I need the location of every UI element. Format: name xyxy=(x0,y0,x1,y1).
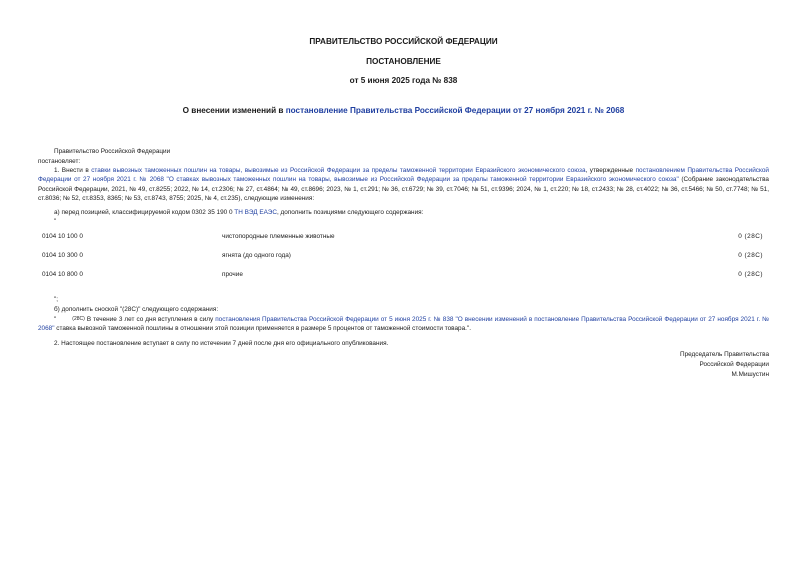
signature-title-1: Председатель Правительства xyxy=(680,351,769,358)
item-2-paragraph: 2. Настоящее постановление вступает в силу по истечении 7 дней после дня его официального опубликования. xyxy=(54,340,389,347)
sub-a-tail: , дополнить позициями следующего содержания: xyxy=(276,209,424,216)
document-date-number: от 5 июня 2025 года № 838 xyxy=(349,76,458,85)
item-1-paragraph xyxy=(38,166,769,203)
document-title xyxy=(0,106,807,115)
footnote-marker: (28С) xyxy=(72,316,85,322)
table-row xyxy=(42,232,767,242)
table-row xyxy=(42,270,767,280)
item-1-link-rates[interactable]: ставки вывозных таможенных пошлин на товары, вывозимые из Российской Федерации за пределы таможенной территории Евразийского экономического союза xyxy=(91,167,586,174)
footnote-text-1: В течение 3 лет со дня вступления в силу xyxy=(84,316,216,323)
item-1-text-2: , утвержденные xyxy=(585,167,636,174)
signature-name: М.Мишустин xyxy=(731,371,769,378)
row-rate: 0 (28С) xyxy=(738,233,763,240)
close-quote: "; xyxy=(54,296,59,303)
row-name: чистопородные племенные животные xyxy=(222,233,335,240)
open-quote: " xyxy=(54,218,57,225)
item-1-link-resolution[interactable]: постановлением Правительства Российской Федерации от 27 ноября 2021 г. № 2068 "О ставках вывозных таможенных пошлин на товары, вывозимые из Российской Федерации за пределы таможенной территории Евразийского экономического союза" xyxy=(38,167,769,184)
tn-ved-link[interactable]: ТН ВЭД ЕАЭС xyxy=(234,209,277,216)
row-code: 0104 10 300 0 xyxy=(42,252,83,259)
row-name: прочие xyxy=(222,271,243,278)
sub-item-a xyxy=(54,208,423,217)
footnote-quote: " xyxy=(54,316,57,323)
item-1-text-1: 1. Внести в xyxy=(54,167,92,174)
document-type: ПОСТАНОВЛЕНИЕ xyxy=(366,57,441,66)
row-code: 0104 10 100 0 xyxy=(42,233,83,240)
title-link[interactable]: постановление Правительства Российской Федерации от 27 ноября 2021 г. № 2068 xyxy=(285,106,625,115)
signature-title-2: Российской Федерации xyxy=(699,361,769,368)
footnote-link[interactable]: постановления Правительства Российской Федерации от 5 июня 2025 г. № 838 "О внесении изменений в постановление Правительства Российской Федерации от 27 ноября 2021 г. № 2068" xyxy=(38,316,769,333)
row-rate: 0 (28С) xyxy=(738,252,763,259)
intro-line-1: Правительство Российской Федерации xyxy=(54,148,171,155)
government-heading: ПРАВИТЕЛЬСТВО РОССИЙСКОЙ ФЕДЕРАЦИИ xyxy=(309,37,498,46)
footnote-text-2: ставка вывозной таможенной пошлины в отношении этой позиции применяется в размере 5 процентов от таможенной стоимости товара.". xyxy=(54,325,471,333)
row-code: 0104 10 800 0 xyxy=(42,271,83,278)
table-row xyxy=(42,251,767,261)
sub-item-b: б) дополнить сноской "(28С)" следующего содержания: xyxy=(54,306,219,313)
sub-a-text: а) перед позицией, классифицируемой кодом 0302 35 190 0 xyxy=(54,209,235,216)
item-1-text-3: (Собрание законодательства Российской Федерации, 2021, № 49, ст.8255; 2022, № 14, ст.2306; № 27, ст.4864; № 49, ст.8696; 2023, № 1, ст.291; № 36, ст.6729; № 39, ст.7046; № 51, ст.9396; 2024, № 1, ст.220; № 18, ст.2433; № 28, ст.4022; № 36, ст.5466; № 50, ст.7748; № 51, ст.8036; № 52, ст.8353, 8365; № 53, ст.8743, 8755; 2025, № 4, ст.235), следующие изменения: xyxy=(38,176,769,202)
title-prefix: О внесении изменений в xyxy=(182,106,286,115)
row-rate: 0 (28С) xyxy=(738,271,763,278)
footnote-paragraph xyxy=(38,315,769,334)
intro-line-2: постановляет: xyxy=(38,158,81,165)
row-name: ягнята (до одного года) xyxy=(222,252,291,259)
